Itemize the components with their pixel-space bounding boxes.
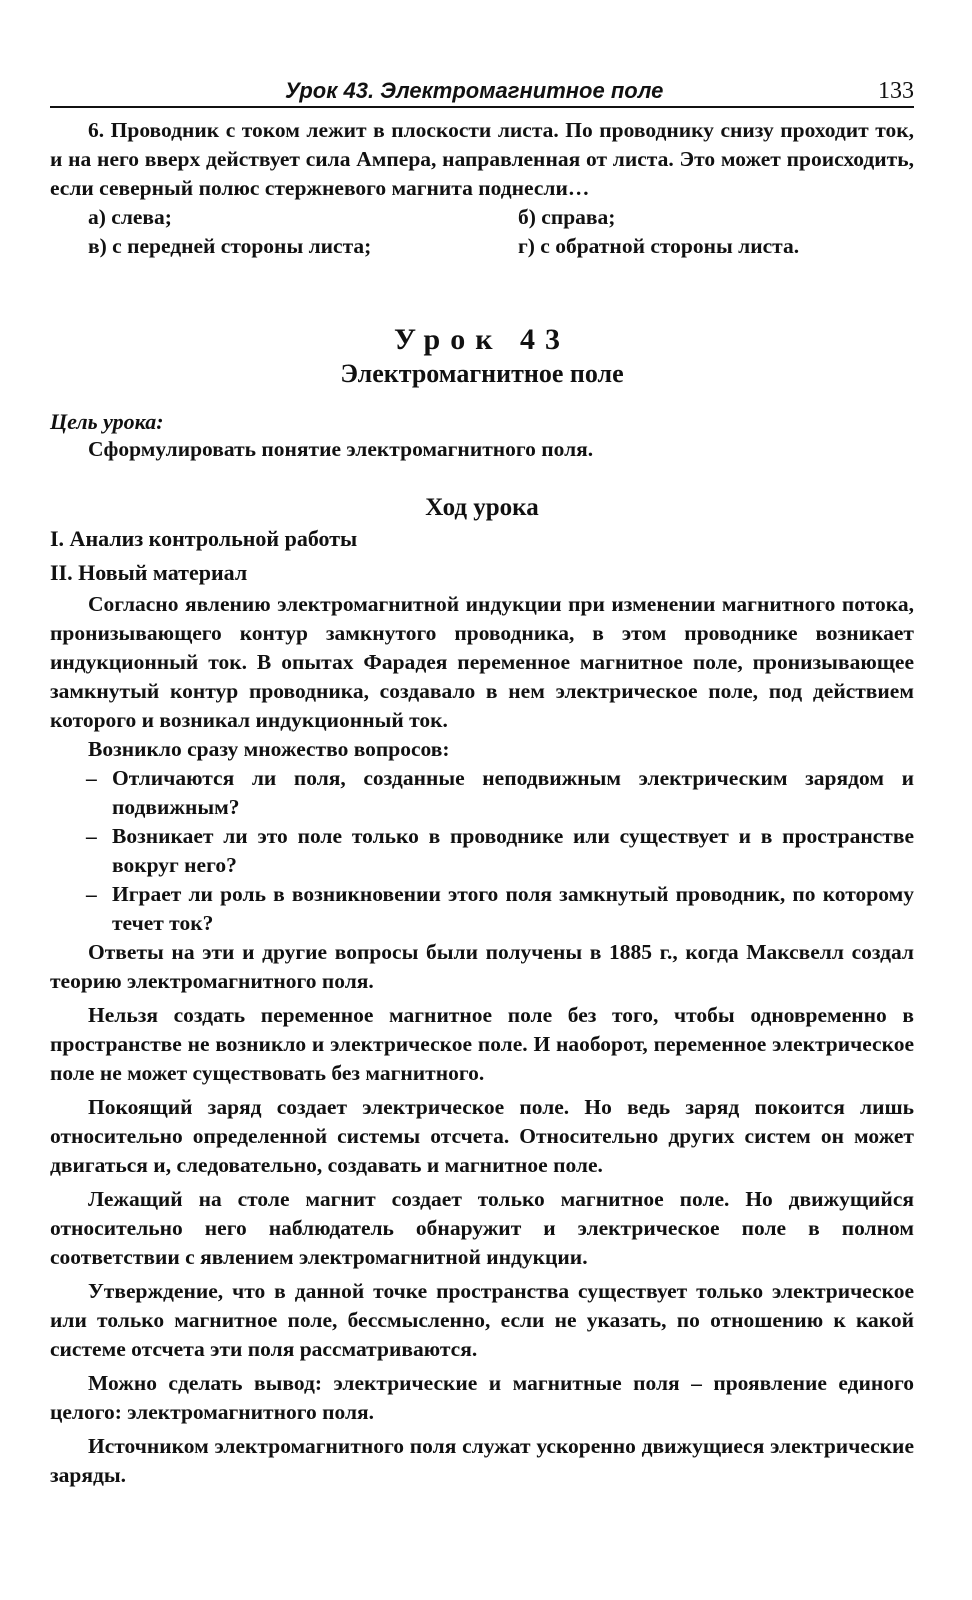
paragraph-7: Утверждение, что в данной точке пространства существует только электрическое или только магнитное поле, бессмысленно, если не указать, по отношению к какой системе отсчета эти поля рассматриваются. [50,1279,914,1361]
lesson-title: Электромагнитное поле [340,359,624,388]
paragraph-8: Можно сделать вывод: электрические и магнитные поля – проявление единого целого: электромагнитного поля. [50,1371,914,1424]
running-header [50,72,914,108]
option-a: а) слева; [88,205,172,229]
goal-text: Сформулировать понятие электромагнитного поля. [88,437,594,461]
section-new-material: II. Новый материал [50,560,248,585]
question-text: 6. Проводник с током лежит в плоскости листа. По проводнику снизу проходит ток, и на него вверх действует сила Ампера, направленная от листа. Это может происходить, если северный полюс стержневого магнита поднесли… [50,118,914,200]
paragraph-9: Источником электромагнитного поля служат ускоренно движущиеся электрические заряды. [50,1434,914,1487]
course-title: Ход урока [425,494,539,521]
lesson-number: Урок 43 [393,323,571,356]
paragraph-4: Нельзя создать переменное магнитное поле без того, чтобы одновременно в пространстве не возникло и электрическое поле. И наоборот, переменное электрическое поле не может существовать без магнитного. [50,1003,914,1085]
paragraph-3: Ответы на эти и другие вопросы были получены в 1885 г., когда Максвелл создал теорию электромагнитного поля. [50,940,914,993]
option-c: в) с передней стороны листа; [88,234,372,258]
paragraph-5: Покоящий заряд создает электрическое поле. Но ведь заряд покоится лишь относительно определенной системы отсчета. Относительно других систем он может двигаться и, следовательно, создавать и магнитное поле. [50,1095,914,1177]
dash-marker: – [86,882,97,906]
list-item [50,764,914,822]
list-item-text: Возникает ли это поле только в проводнике или существует и в пространстве вокруг него? [112,824,914,877]
page-number: 133 [878,78,914,104]
list-item [50,880,914,938]
paragraph-1: Согласно явлению электромагнитной индукции при изменении магнитного потока, пронизывающего контур замкнутого проводника, в этом проводнике возникает индукционный ток. В опытах Фарадея переменное магнитное поле, пронизывающее замкнутый контур проводника, создавало в нем электрическое поле, под действием которого и возникал индукционный ток. [50,592,914,732]
list-item-text: Отличаются ли поля, созданные неподвижным электрическим зарядом и подвижным? [112,766,914,819]
paragraph-6: Лежащий на столе магнит создает только магнитное поле. Но движущийся относительно него наблюдатель обнаружит и электрическое поле в полном соответствии с явлением электромагнитной индукции. [50,1187,914,1269]
section-analysis: I. Анализ контрольной работы [50,526,358,551]
list-item-text: Играет ли роль в возникновении этого поля замкнутый проводник, по которому течет ток? [112,882,914,935]
goal-label: Цель урока: [50,409,164,434]
list-item [50,822,914,880]
paragraph-2: Возникло сразу множество вопросов: [88,737,450,761]
answer-options [50,203,914,261]
running-title: Урок 43. Электромагнитное поле [285,78,664,103]
question-list [50,764,914,938]
option-d: г) с обратной стороны листа. [518,234,800,258]
option-b: б) справа; [518,205,616,229]
dash-marker: – [86,824,97,848]
dash-marker: – [86,766,97,790]
